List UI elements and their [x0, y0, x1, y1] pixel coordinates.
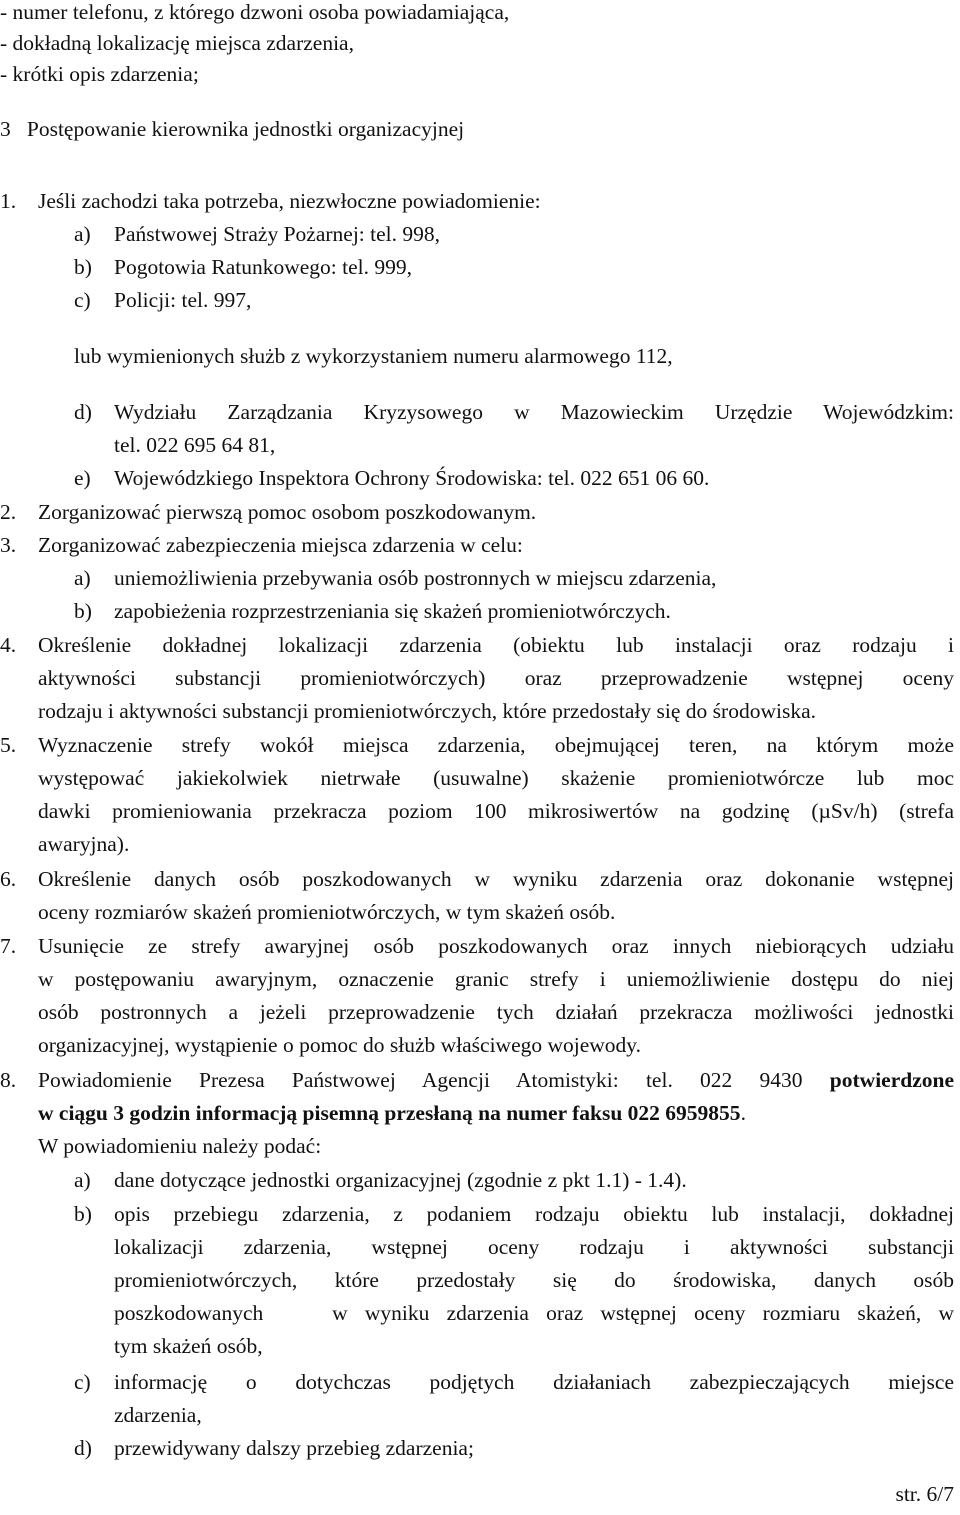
sub-text: informację o dotychczas podjętych działaniach zabezpieczających miejsce [114, 1370, 954, 1394]
item-text: Zorganizować zabezpieczenia miejsca zdarzenia w celu: [38, 533, 523, 557]
sub-text: przewidywany dalszy przebieg zdarzenia; [114, 1436, 474, 1460]
sub-text: dane dotyczące jednostki organizacyjnej (zgodnie z pkt 1.1) - 1.4). [114, 1168, 687, 1192]
intro-line: - numer telefonu, z którego dzwoni osoba powiadamiająca, [0, 0, 510, 24]
sub-label: a) [74, 1168, 91, 1192]
sub-text: tym skażeń osób, [114, 1334, 263, 1358]
page-number: str. 6/7 [895, 1482, 954, 1506]
item-text: organizacyjnej, wystąpienie o pomoc do służb właściwego wojewody. [38, 1033, 642, 1057]
sub-label: c) [74, 1370, 91, 1394]
item-text: Jeśli zachodzi taka potrzeba, niezwłoczne powiadomienie: [38, 189, 541, 213]
sub-text: zdarzenia, [114, 1403, 202, 1427]
sub-text: Państwowej Straży Pożarnej: tel. 998, [114, 222, 441, 246]
sub-text: tel. 022 695 64 81, [114, 433, 276, 457]
item-text: rodzaju i aktywności substancji promieniotwórczych, które przedostały się do środowiska. [38, 699, 816, 723]
item-text-bold: potwierdzone [829, 1068, 954, 1092]
item-number: 3. [0, 533, 17, 557]
sub-label: d) [74, 1436, 92, 1460]
sub-label: b) [74, 1202, 92, 1226]
sub-label: b) [74, 599, 92, 623]
item-number: 1. [0, 189, 17, 213]
note-text: lub wymienionych służb z wykorzystaniem numeru alarmowego 112, [74, 344, 673, 368]
item-text: W powiadomieniu należy podać: [38, 1134, 322, 1158]
sub-label: d) [74, 400, 92, 424]
item-number: 2. [0, 500, 17, 524]
item-text: Określenie dokładnej lokalizacji zdarzenia (obiektu lub instalacji oraz rodzaju i [38, 633, 954, 657]
intro-line: - krótki opis zdarzenia; [0, 62, 199, 86]
item-number: 4. [0, 633, 17, 657]
sub-label: c) [74, 288, 91, 312]
item-text-normal: . [740, 1101, 746, 1125]
sub-text: zapobieżenia rozprzestrzeniania się skażeń promieniotwórczych. [114, 599, 671, 623]
sub-label: b) [74, 255, 92, 279]
item-text [38, 1064, 954, 1097]
item-text: Usunięcie ze strefy awaryjnej osób poszkodowanych oraz innych niebiorących udziału [38, 934, 954, 958]
sub-text: lokalizacji zdarzenia, wstępnej oceny rodzaju i aktywności substancji [114, 1235, 954, 1259]
sub-label: e) [74, 466, 91, 490]
item-text: aktywności substancji promieniotwórczych) oraz przeprowadzenie wstępnej oceny [38, 666, 954, 690]
sub-text: promieniotwórczych, które przedostały się do środowiska, danych osób [114, 1268, 954, 1292]
item-number: 7. [0, 934, 17, 958]
sub-text: Policji: tel. 997, [114, 288, 252, 312]
item-text-bold: w ciągu 3 godzin informacją pisemną przesłaną na numer faksu 022 6959855 [38, 1101, 741, 1125]
item-text [38, 1097, 746, 1130]
item-text: w postępowaniu awaryjnym, oznaczenie granic strefy i uniemożliwienie dostępu do niej [38, 967, 954, 991]
sub-text: Wojewódzkiego Inspektora Ochrony Środowiska: tel. 022 651 06 60. [114, 466, 710, 490]
intro-line: - dokładną lokalizację miejsca zdarzenia, [0, 31, 354, 55]
item-text: Zorganizować pierwszą pomoc osobom poszkodowanym. [38, 500, 537, 524]
item-text: Wyznaczenie strefy wokół miejsca zdarzenia, obejmującej teren, na którym może [38, 733, 954, 757]
item-text: oceny rozmiarów skażeń promieniotwórczych, w tym skażeń osób. [38, 900, 616, 924]
sub-label: a) [74, 566, 91, 590]
item-text: Określenie danych osób poszkodowanych w wyniku zdarzenia oraz dokonanie wstępnej [38, 867, 954, 891]
sub-text: uniemożliwienia przebywania osób postronnych w miejscu zdarzenia, [114, 566, 717, 590]
sub-text: Wydziału Zarządzania Kryzysowego w Mazowieckim Urzędzie Wojewódzkim: [114, 400, 954, 424]
item-number: 6. [0, 867, 17, 891]
item-text: występować jakiekolwiek nietrwałe (usuwalne) skażenie promieniotwórcze lub moc [38, 766, 954, 790]
sub-label: a) [74, 222, 91, 246]
item-text: osób postronnych a jeżeli przeprowadzenie tych działań przekracza możliwości jednostki [38, 1000, 954, 1024]
sub-text: Pogotowia Ratunkowego: tel. 999, [114, 255, 412, 279]
sub-text: poszkodowanych w wyniku zdarzenia oraz wstępnej oceny rozmiaru skażeń, w [114, 1301, 954, 1325]
section-heading: 3 Postępowanie kierownika jednostki organizacyjnej [0, 117, 465, 141]
item-text: awaryjna). [38, 832, 130, 856]
item-number: 5. [0, 733, 17, 757]
sub-text: opis przebiegu zdarzenia, z podaniem rodzaju obiektu lub instalacji, dokładnej [114, 1202, 954, 1226]
item-text-normal: Powiadomienie Prezesa Państwowej Agencji Atomistyki: tel. 022 9430 [38, 1068, 830, 1092]
item-number: 8. [0, 1068, 17, 1092]
item-text: dawki promieniowania przekracza poziom 100 mikrosiwertów na godzinę (µSv/h) (strefa [38, 799, 954, 823]
